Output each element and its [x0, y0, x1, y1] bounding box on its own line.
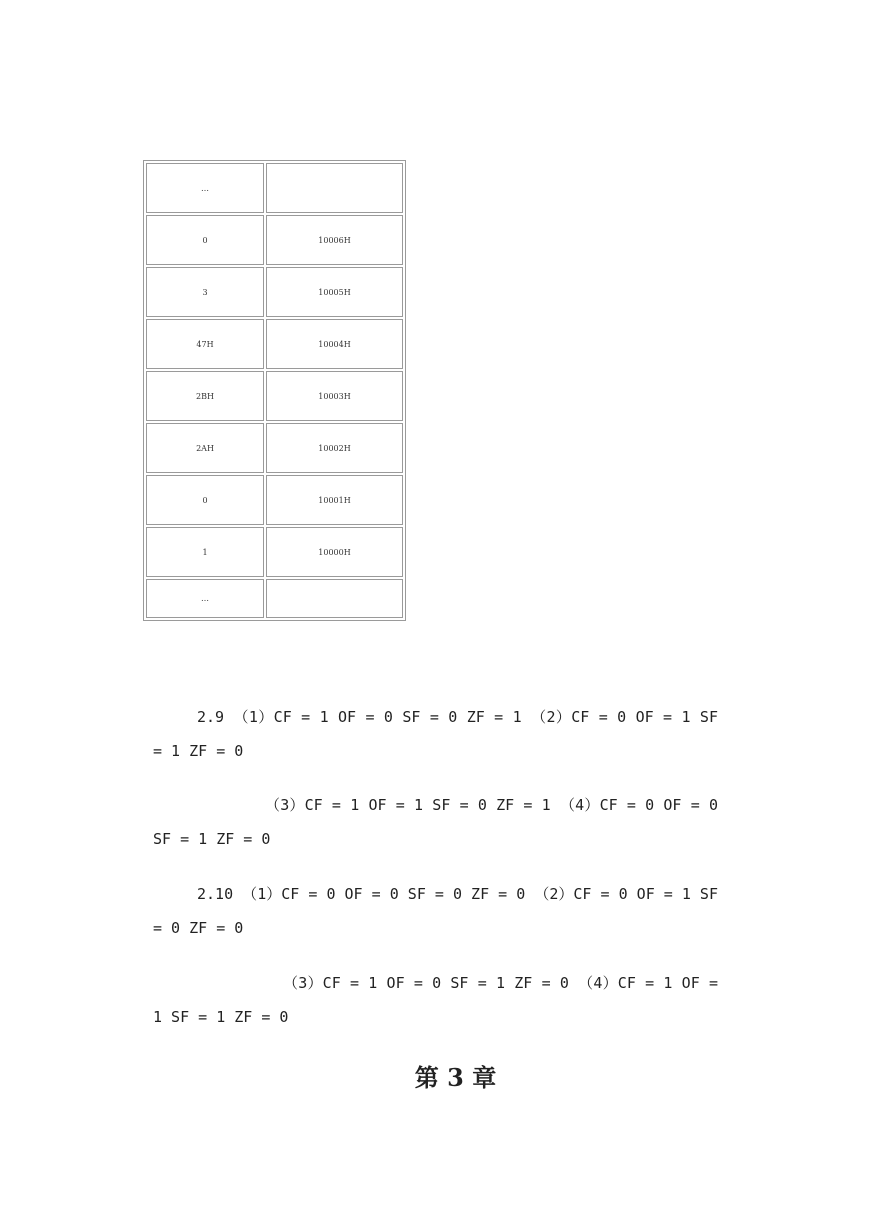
memory-value-cell: 2BH [146, 371, 264, 421]
answer-2-10-part-2: （3）CF = 1 OF = 0 SF = 1 ZF = 0 （4）CF = 1 OF = 1 SF = 1 ZF = 0 [153, 974, 728, 1026]
memory-address-cell: 10006H [266, 215, 403, 265]
answer-2-9-part-1: 2.9 （1）CF = 1 OF = 0 SF = 0 ZF = 1 （2）CF = 0 OF = 1 SF = 1 ZF = 0 [153, 708, 728, 760]
memory-value-cell: 47H [146, 319, 264, 369]
table-row [146, 423, 403, 473]
memory-address-cell [266, 579, 403, 618]
answer-2-9-part-2: （3）CF = 1 OF = 1 SF = 0 ZF = 1 （4）CF = 0 OF = 0 SF = 1 ZF = 0 [153, 796, 728, 848]
answer-2-10-part-1: 2.10 （1）CF = 0 OF = 0 SF = 0 ZF = 0 （2）CF = 0 OF = 1 SF = 0 ZF = 0 [153, 885, 728, 937]
memory-table [143, 160, 406, 621]
table-row [146, 267, 403, 317]
memory-value-cell: … [146, 163, 264, 213]
memory-address-cell [266, 163, 403, 213]
memory-address-cell: 10002H [266, 423, 403, 473]
memory-address-cell: 10000H [266, 527, 403, 577]
memory-address-cell: 10004H [266, 319, 403, 369]
memory-value-cell: 0 [146, 215, 264, 265]
table-row [146, 475, 403, 525]
table-row [146, 163, 403, 213]
chapter-title: 第 3 章 [414, 1063, 497, 1092]
memory-value-cell: 1 [146, 527, 264, 577]
memory-value-cell: 3 [146, 267, 264, 317]
table-row [146, 319, 403, 369]
memory-address-cell: 10003H [266, 371, 403, 421]
table-row [146, 579, 403, 618]
memory-value-cell: 0 [146, 475, 264, 525]
memory-value-cell: … [146, 579, 264, 618]
table-row [146, 527, 403, 577]
memory-address-cell: 10001H [266, 475, 403, 525]
memory-value-cell: 2AH [146, 423, 264, 473]
memory-address-cell: 10005H [266, 267, 403, 317]
table-row [146, 371, 403, 421]
table-row [146, 215, 403, 265]
